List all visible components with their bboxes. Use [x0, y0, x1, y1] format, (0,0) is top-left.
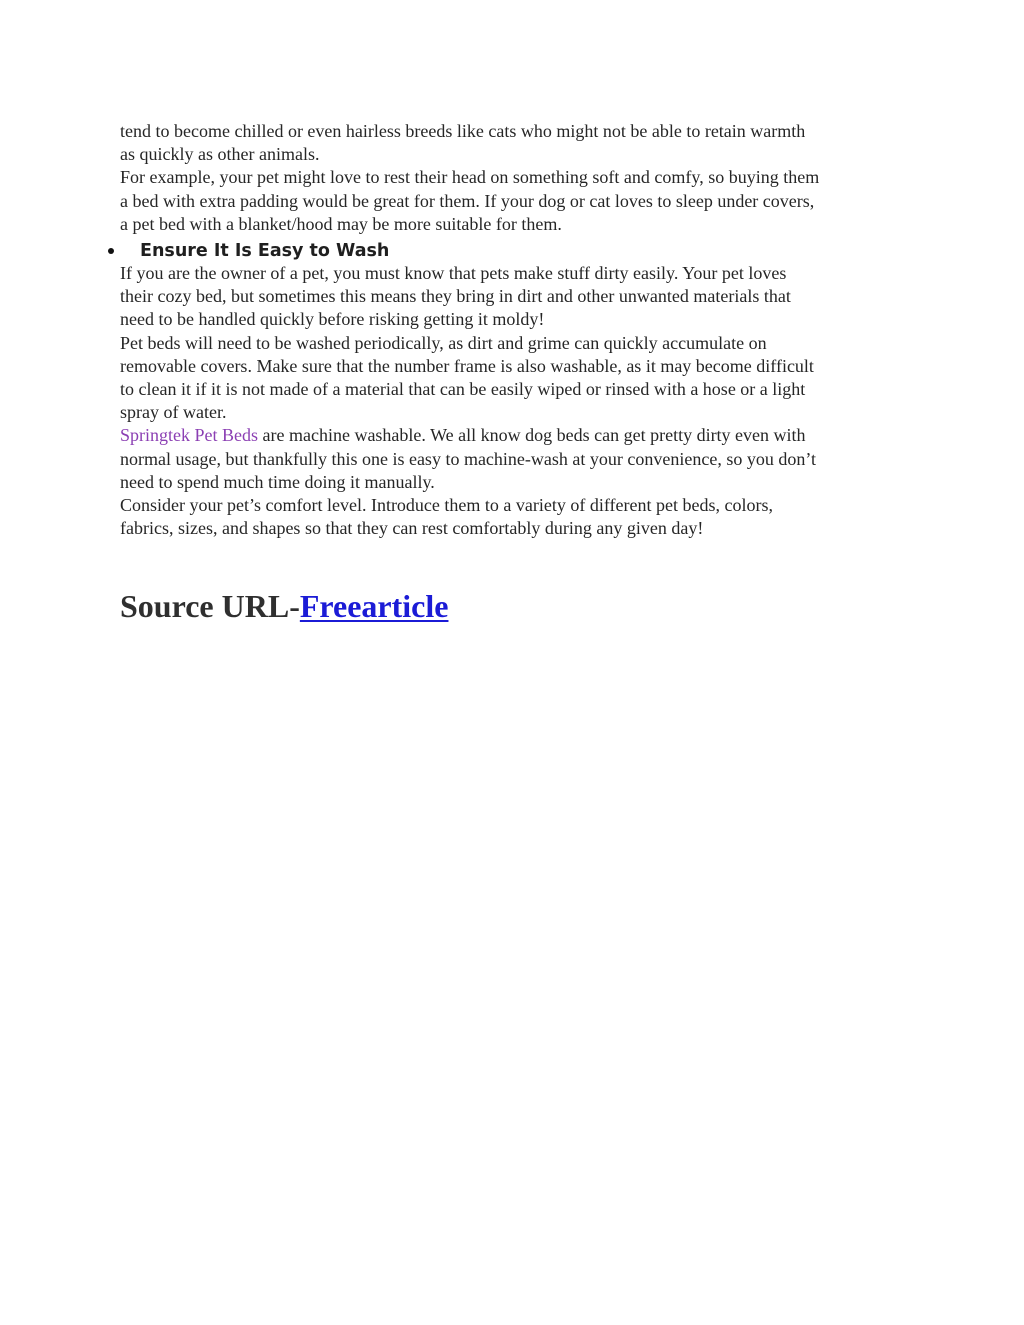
text-line: If you are the owner of a pet, you must know that pets make stuff dirty easily. Your pet loves — [120, 263, 787, 283]
text-line: normal usage, but thankfully this one is easy to machine-wash at your convenience, so you don’t — [120, 448, 817, 469]
text-line: spray of water. — [120, 402, 227, 423]
paragraph-washing — [120, 262, 920, 540]
text-line: For example, your pet might love to rest their head on something soft and comfy, so buying them — [120, 167, 820, 188]
link-sentence-tail: are machine washable. We all know dog beds can get pretty dirty even with — [258, 425, 806, 446]
text-line-with-link — [120, 424, 920, 447]
text-line: tend to become chilled or even hairless breeds like cats who might not be able to retain warmth — [120, 121, 806, 141]
text-line: fabrics, sizes, and shapes so that they can rest comfortably during any given day! — [120, 518, 704, 539]
springtek-pet-beds-link[interactable]: Springtek Pet Beds — [120, 425, 258, 446]
text-line: removable covers. Make sure that the number frame is also washable, as it may become difficult — [120, 355, 814, 376]
source-label: Source URL- — [120, 588, 300, 624]
text-line: their cozy bed, but sometimes this means they bring in dirt and other unwanted materials that — [120, 286, 791, 307]
text-line: as quickly as other animals. — [120, 144, 320, 165]
text-line: a bed with extra padding would be great for them. If your dog or cat loves to sleep under covers, — [120, 190, 815, 211]
source-url-heading — [120, 584, 448, 628]
text-line: need to spend much time doing it manually. — [120, 471, 435, 492]
freearticle-link[interactable]: Freearticle — [299, 588, 449, 624]
text-line: to clean it if it is not made of a material that can be easily wiped or rinsed with a hose or a light — [120, 379, 806, 400]
text-line: need to be handled quickly before risking getting it moldy! — [120, 309, 545, 330]
text-line: a pet bed with a blanket/hood may be more suitable for them. — [120, 213, 562, 234]
bullet-dot-icon — [108, 248, 114, 254]
text-line: Consider your pet’s comfort level. Introduce them to a variety of different pet beds, colors, — [120, 495, 773, 516]
paragraph-warmth-and-padding — [120, 120, 920, 236]
bullet-heading: Ensure It Is Easy to Wash — [140, 241, 390, 261]
text-line: Pet beds will need to be washed periodically, as dirt and grime can quickly accumulate on — [120, 332, 767, 353]
bullet-item-easy-to-wash — [108, 238, 708, 264]
